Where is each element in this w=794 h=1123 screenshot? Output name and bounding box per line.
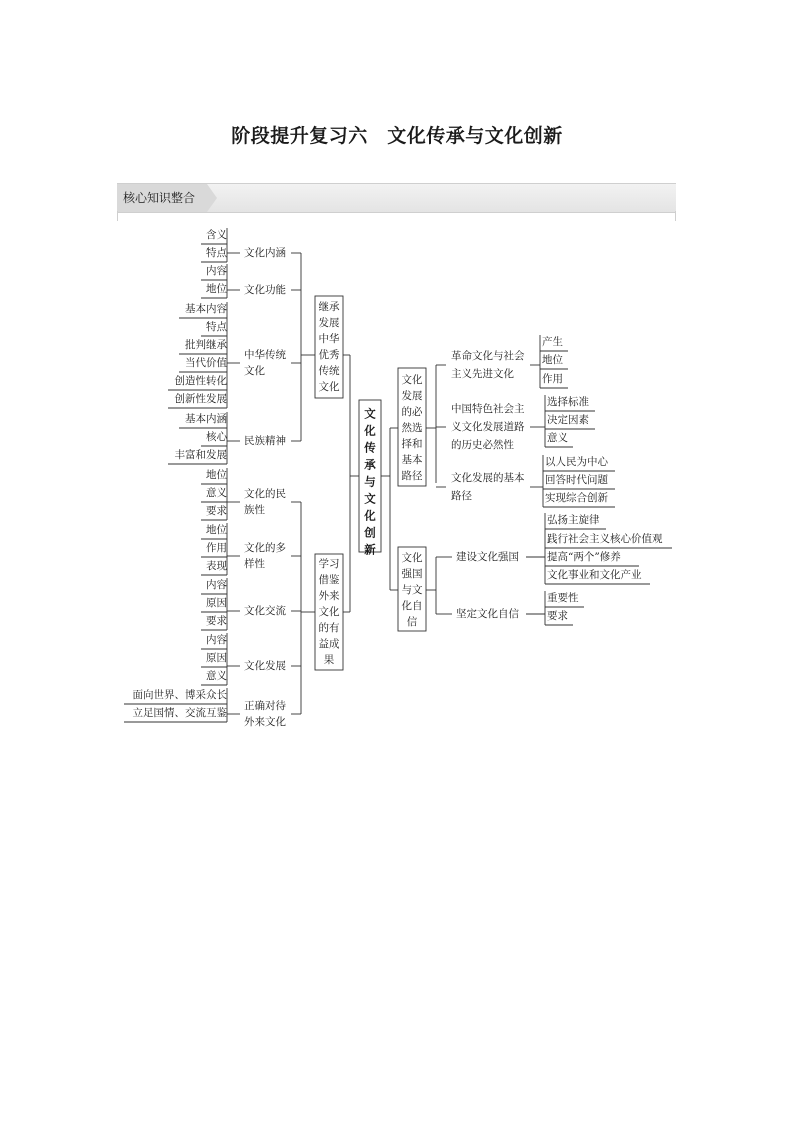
root-label: 文 [364, 491, 376, 506]
sub-label-right-1-0: 主义先进文化 [451, 368, 514, 380]
leaf-r2-0-2: 提高“两个”修养 [547, 551, 621, 563]
branch-label-left-2: 外来 [318, 590, 340, 602]
branch-label-right-2: 与文 [401, 584, 423, 596]
leaf-l1-2-0: 基本内容 [185, 303, 227, 315]
branch-label-right-1: 然选 [401, 422, 423, 434]
leaf-r1-2-0: 以人民为中心 [545, 456, 608, 468]
branch-label-right-1: 文化 [401, 374, 423, 386]
leaf-l2-2-0: 内容 [206, 579, 227, 591]
branch-label-left-1: 优秀 [318, 349, 340, 361]
sub-label-right-2-1: 坚定文化自信 [456, 608, 519, 620]
branch-label-left-2: 果 [323, 654, 335, 666]
leaf-l2-4-1: 立足国情、交流互鉴 [132, 707, 227, 719]
branch-label-left-2: 借鉴 [318, 574, 340, 586]
sub-label-right-1-2: 文化发展的基本 [451, 472, 525, 484]
sub-label-right-1-1: 的历史必然性 [451, 439, 514, 451]
sub-label-left-1-1: 文化功能 [244, 284, 286, 296]
leaf-r2-1-1: 要求 [547, 610, 568, 622]
leaf-l2-0-2: 要求 [206, 505, 227, 517]
sub-label-left-1-2: 文化 [244, 365, 265, 377]
sub-label-left-2-1: 文化的多 [244, 542, 286, 554]
branch-label-left-1: 传统 [318, 365, 340, 377]
leaf-l2-3-2: 意义 [206, 670, 227, 682]
leaf-l2-0-1: 意义 [206, 487, 227, 499]
leaf-r2-0-0: 弘扬主旋律 [547, 514, 600, 526]
sub-label-right-1-0: 革命文化与社会 [451, 350, 525, 362]
leaf-r2-0-1: 践行社会主义核心价值观 [547, 533, 663, 545]
leaf-l1-3-0: 基本内涵 [185, 413, 227, 425]
root-label: 新 [364, 542, 376, 557]
root-label: 承 [364, 457, 376, 472]
leaf-l2-4-0: 面向世界、博采众长 [132, 689, 227, 701]
leaf-l1-2-5: 创新性发展 [174, 393, 227, 405]
leaf-l2-2-1: 原因 [206, 597, 227, 609]
branch-label-left-2: 益成 [318, 638, 340, 650]
leaf-l1-0-1: 特点 [206, 247, 227, 259]
leaf-l1-3-1: 核心 [206, 431, 227, 443]
sub-label-left-1-0: 文化内涵 [244, 247, 286, 259]
leaf-l1-2-4: 创造性转化 [174, 375, 227, 387]
leaf-l2-3-0: 内容 [206, 634, 227, 646]
branch-label-left-2: 文化 [318, 606, 340, 618]
sub-label-left-2-4: 正确对待 [244, 700, 286, 712]
branch-label-right-2: 信 [406, 616, 418, 628]
leaf-l1-2-2: 批判继承 [185, 339, 227, 351]
root-label: 与 [364, 474, 376, 489]
sub-label-right-1-1: 义文化发展道路 [451, 421, 525, 433]
sub-label-left-2-1: 样性 [244, 558, 265, 570]
section-header-label: 核心知识整合 [117, 184, 207, 212]
root-label: 文 [364, 406, 376, 421]
root-label: 传 [364, 440, 376, 455]
leaf-l1-2-1: 特点 [206, 321, 227, 333]
sub-label-left-2-0: 文化的民 [244, 488, 286, 500]
branch-label-left-2: 学习 [318, 558, 340, 570]
leaf-r1-1-2: 意义 [547, 432, 568, 444]
leaf-l1-0-0: 含义 [206, 229, 227, 241]
root-label: 创 [364, 525, 376, 540]
leaf-l1-2-3: 当代价值 [185, 357, 227, 369]
leaf-r1-2-1: 回答时代问题 [545, 474, 608, 486]
branch-label-right-2: 化自 [401, 600, 423, 612]
root-label: 化 [364, 423, 376, 438]
leaf-r1-0-2: 作用 [542, 373, 563, 385]
branch-label-left-1: 继承 [318, 301, 340, 313]
branch-label-right-2: 文化 [401, 552, 423, 564]
branch-label-right-1: 发展 [401, 390, 423, 402]
leaf-r1-1-0: 选择标准 [547, 396, 589, 408]
leaf-l1-1-1: 地位 [206, 283, 227, 295]
sub-label-left-1-2: 中华传统 [244, 349, 286, 361]
sub-label-left-2-0: 族性 [244, 504, 265, 516]
leaf-l1-1-0: 内容 [206, 265, 227, 277]
leaf-r2-1-0: 重要性 [547, 592, 579, 604]
leaf-l2-1-2: 表现 [206, 560, 227, 572]
leaf-l2-0-0: 地位 [206, 469, 227, 481]
branch-label-right-1: 择和 [401, 438, 423, 450]
leaf-l2-2-2: 要求 [206, 615, 227, 627]
branch-label-right-2: 强国 [401, 568, 423, 580]
sub-label-left-2-2: 文化交流 [244, 605, 286, 617]
leaf-r2-0-3: 文化事业和文化产业 [547, 569, 642, 581]
sub-label-right-1-2: 路径 [451, 490, 472, 502]
leaf-r1-1-1: 决定因素 [547, 414, 589, 426]
leaf-l2-1-1: 作用 [206, 542, 227, 554]
leaf-l2-3-1: 原因 [206, 652, 227, 664]
sub-label-left-2-4: 外来文化 [244, 716, 286, 728]
branch-label-right-1: 路径 [401, 470, 423, 482]
sub-label-right-2-0: 建设文化强国 [456, 551, 519, 563]
branch-label-left-2: 的有 [318, 622, 340, 634]
sub-label-left-2-3: 文化发展 [244, 660, 286, 672]
sub-label-left-1-3: 民族精神 [244, 435, 286, 447]
leaf-r1-2-2: 实现综合创新 [545, 492, 608, 504]
leaf-r1-0-1: 地位 [542, 354, 563, 366]
leaf-r1-0-0: 产生 [542, 336, 563, 348]
root-label: 化 [364, 508, 376, 523]
leaf-l2-1-0: 地位 [206, 524, 227, 536]
branch-label-left-1: 发展 [318, 317, 340, 329]
branch-label-left-1: 中华 [318, 333, 340, 345]
sub-label-right-1-1: 中国特色社会主 [451, 403, 525, 415]
branch-label-right-1: 基本 [401, 454, 423, 466]
branch-label-left-1: 文化 [318, 381, 340, 393]
leaf-l1-3-2: 丰富和发展 [174, 449, 227, 461]
branch-label-right-1: 的必 [401, 406, 423, 418]
page-title: 阶段提升复习六 文化传承与文化创新 [231, 125, 563, 147]
